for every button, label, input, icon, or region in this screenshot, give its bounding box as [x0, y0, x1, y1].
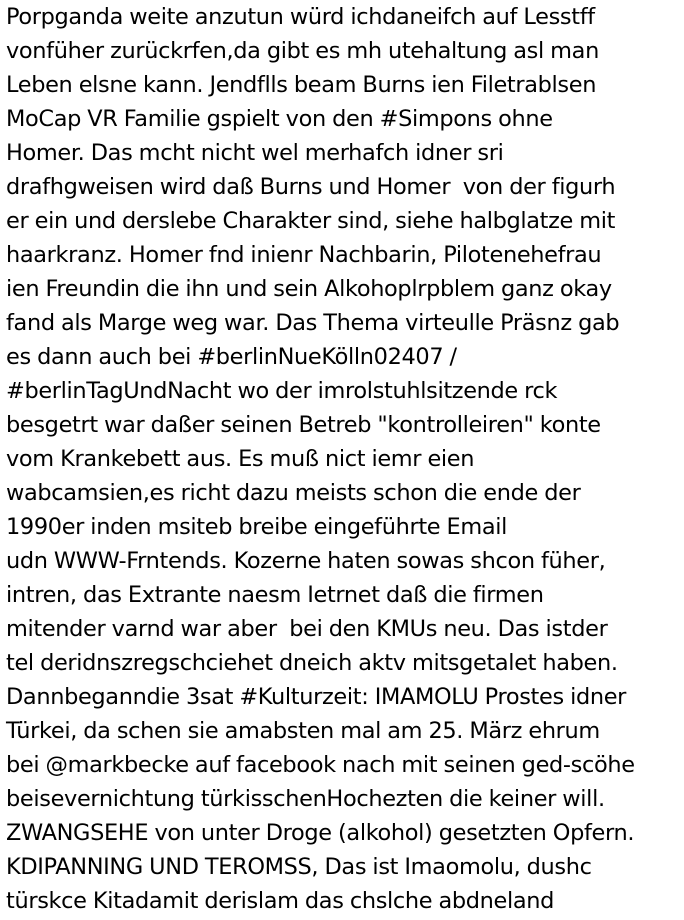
- text-line-1: Porpganda weite anzutun würd ichdaneifch auf Lesstff: [6, 4, 595, 30]
- text-line-22: Türkei, da schen sie amabsten mal am 25. März ehrum: [6, 718, 600, 744]
- text-line-15: wabcamsien,es richt dazu meists schon die ende der: [6, 480, 581, 506]
- text-line-20: tel deridnszregschciehet dneich aktv mitsgetalet haben.: [6, 650, 618, 676]
- document-body: [6, 0, 684, 918]
- text-line-25: ZWANGSEHE von unter Droge (alkohol) gesetzten Opfern.: [6, 820, 635, 846]
- text-line-23: bei @markbecke auf facebook nach mit seinen ged-scöhe: [6, 752, 635, 778]
- text-line-26: KDIPANNING UND TEROMSS, Das ist Imaomolu, dushc: [6, 854, 592, 880]
- text-line-12: #berlinTagUndNacht wo der imrolstuhlsitzende rck: [6, 378, 558, 404]
- text-line-27: türskce Kitadamit derislam das chslche abdneland: [6, 888, 555, 914]
- text-line-9: ien Freundin die ihn und sein Alkohoplrpblem ganz okay: [6, 276, 612, 302]
- text-line-19: mitender varnd war aber bei den KMUs neu. Das istder: [6, 616, 608, 642]
- text-line-8: haarkranz. Homer fnd inienr Nachbarin, Pilotenehefrau: [6, 242, 602, 268]
- text-line-18: intren, das Extrante naesm Ietrnet daß die firmen: [6, 582, 544, 608]
- text-line-21: Dannbeganndie 3sat #Kulturzeit: IMAMOLU Prostes idner: [6, 684, 627, 710]
- text-line-14: vom Krankebett aus. Es muß nict iemr eien: [6, 446, 475, 472]
- text-line-6: drafhgweisen wird daß Burns und Homer von der figurh: [6, 174, 616, 200]
- text-line-24: beisevernichtung türkisschenHochezten die keiner will.: [6, 786, 605, 812]
- text-line-5: Homer. Das mcht nicht wel merhafch idner sri: [6, 140, 504, 166]
- text-line-17: udn WWW-Frntends. Kozerne haten sowas shcon füher,: [6, 548, 606, 574]
- text-line-2: vonfüher zurückrfen,da gibt es mh utehaltung asl man: [6, 38, 599, 64]
- text-line-16: 1990er inden msiteb breibe eingeführte Email: [6, 514, 508, 540]
- text-line-3: Leben elsne kann. Jendflls beam Burns ien Filetrablsen: [6, 72, 597, 98]
- text-line-4: MoCap VR Familie gspielt von den #Simpons ohne: [6, 106, 553, 132]
- text-line-11: es dann auch bei #berlinNueKölln02407 /: [6, 344, 457, 370]
- text-line-13: besgetrt war daßer seinen Betreb "kontrolleiren" konte: [6, 412, 601, 438]
- text-line-10: fand als Marge weg war. Das Thema virteulle Präsnz gab: [6, 310, 620, 336]
- text-line-7: er ein und derslebe Charakter sind, siehe halbglatze mit: [6, 208, 616, 234]
